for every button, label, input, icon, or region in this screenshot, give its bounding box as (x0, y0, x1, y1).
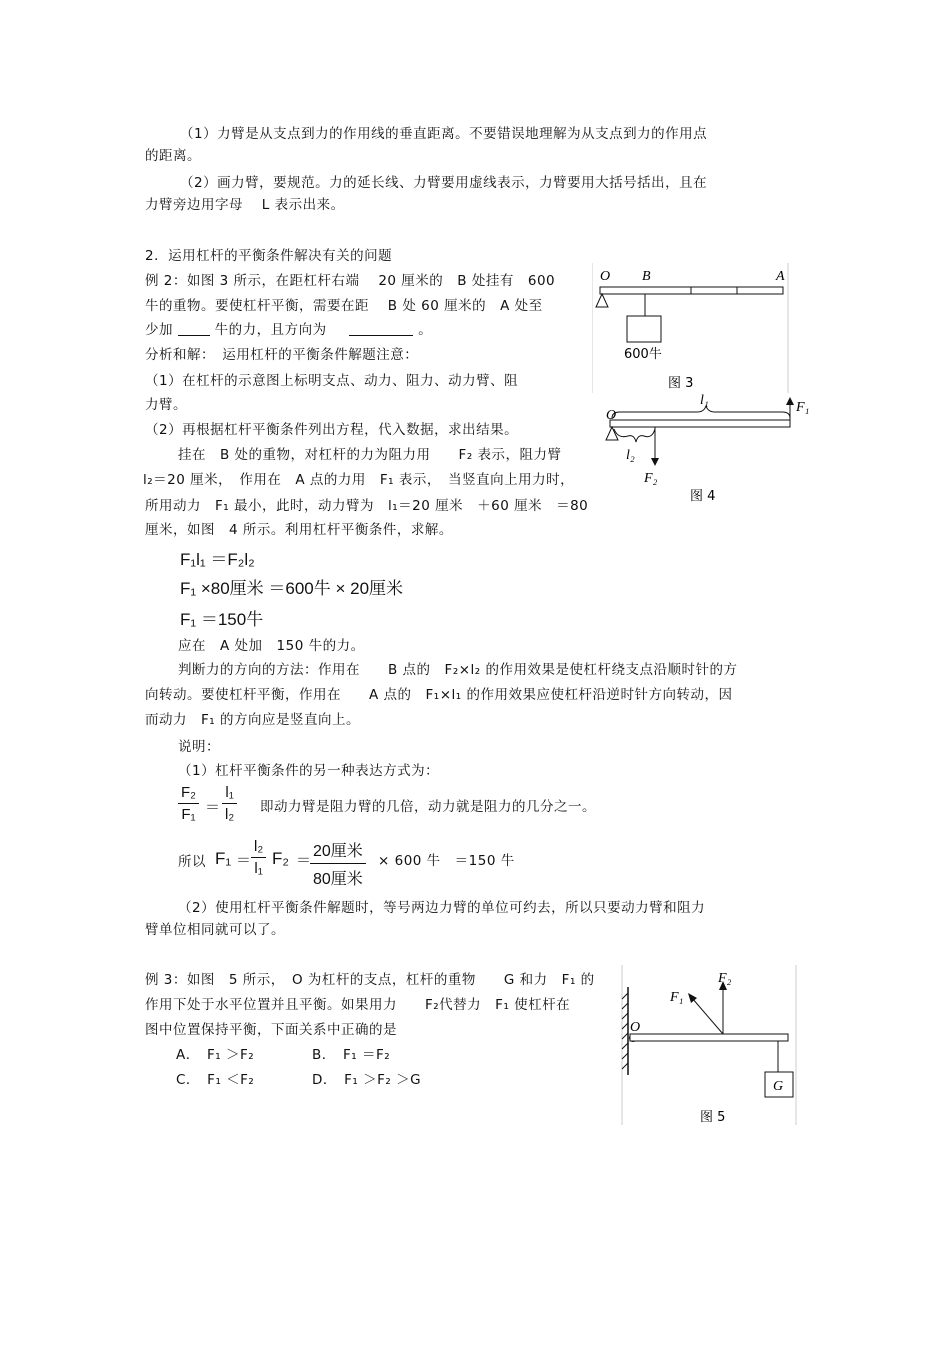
fraction-denominator: l₂ (225, 806, 235, 823)
fraction-denominator: 80厘米 (313, 871, 363, 888)
answer-blank-force[interactable] (178, 321, 210, 336)
analysis-line: 分析和解： 运用杠杆的平衡条件解题注意： (145, 347, 419, 363)
paragraph-line-1: 挂在 B 处的重物，对杠杆的力为阻力用 F₂ 表示，阻力臂 (178, 447, 562, 463)
explain-title: 说明： (178, 739, 220, 755)
note-2-line-2: 力臂旁边用字母 L 表示出来。 (145, 197, 345, 213)
step-2-line: （2）再根据杠杆平衡条件列出方程，代入数据，求出结果。 (145, 422, 519, 438)
fraction-20cm-over-80cm (310, 838, 366, 889)
label-o: O (606, 408, 617, 423)
label-o: O (600, 269, 611, 284)
label-l2: l₂ (626, 448, 635, 463)
fraction-l2-over-l1 (251, 838, 266, 877)
formula-equals-1: ＝ (236, 852, 252, 869)
explain-line-1-text: 即动力臂是阻力臂的几倍，动力就是阻力的几分之一。 (260, 799, 596, 815)
option-c[interactable]: C． F₁ ＜F₂ (176, 1072, 255, 1088)
explain-line-1: （1）杠杆平衡条件的另一种表达方式为： (178, 763, 440, 779)
example-2-text-c: 。 (418, 322, 433, 338)
formula-tail: × 600 牛 ＝150 牛 (378, 853, 515, 869)
conclusion-line-1: 应在 A 处加 150 牛的力。 (178, 638, 365, 654)
label-a: A (776, 269, 785, 284)
fraction-l1-over-l2 (222, 784, 237, 823)
fraction-numerator: 20厘米 (310, 838, 366, 864)
fraction-denominator: F₁ (181, 806, 196, 823)
paragraph-line-2: l₂＝20 厘米， 作用在 A 点的力用 F₁ 表示， 当竖直向上用力时， (143, 472, 575, 488)
label-l1: l₁ (700, 393, 709, 408)
equation-1: F₁l₁ ＝F₂l₂ (180, 550, 255, 569)
paragraph-line-3: 所用动力 F₁ 最小，此时，动力臂为 l₁＝20 厘米 ＋60 厘米 ＝80 (145, 498, 589, 514)
formula-f1: F₁ (215, 849, 232, 868)
example-2-line-2: 牛的重物。要使杠杆平衡，需要在距 B 处 60 厘米的 A 处至 (145, 298, 543, 314)
fraction-numerator: F₂ (178, 784, 199, 804)
figure-5-caption: 图 5 (700, 1110, 726, 1125)
figure-4 (600, 392, 825, 507)
label-b: B (642, 269, 651, 284)
example-2-text-a: 少加 (145, 322, 173, 338)
section-heading: 2．运用杠杆的平衡条件解决有关的问题 (145, 248, 393, 264)
equation-3: F₁ ＝150牛 (180, 610, 264, 629)
fraction-numerator: l₂ (251, 838, 266, 858)
example-3-line-3: 图中位置保持平衡，下面关系中正确的是 (145, 1022, 397, 1038)
fraction-denominator: l₁ (254, 860, 263, 877)
label-o: O (630, 1020, 641, 1035)
figure-3 (592, 263, 797, 398)
explain-line-2a: （2）使用杠杆平衡条件解题时，等号两边力臂的单位可约去，所以只要动力臂和阻力 (178, 900, 706, 916)
option-d[interactable]: D． F₁ ＞F₂ ＞G (312, 1072, 422, 1088)
note-2-line-1: （2）画力臂，要规范。力的延长线、力臂要用虚线表示，力臂要用大括号括出，且在 (180, 175, 708, 191)
paragraph-line-4: 厘米，如图 4 所示。利用杠杆平衡条件，求解。 (145, 522, 453, 538)
explain-line-2b: 臂单位相同就可以了。 (145, 922, 285, 938)
figure-3-caption: 图 3 (668, 376, 694, 391)
note-1-line-1: （1）力臂是从支点到力的作用线的垂直距离。不要错误地理解为从支点到力的作用点 (180, 126, 708, 142)
label-g: G (773, 1079, 784, 1094)
formula-f2: F₂ (272, 849, 289, 868)
formula-equals-2: ＝ (296, 852, 312, 869)
note-1-line-2: 的距离。 (145, 148, 201, 164)
answer-blank-direction[interactable] (349, 321, 413, 336)
figure-5 (618, 965, 803, 1130)
option-a[interactable]: A． F₁ ＞F₂ (176, 1047, 255, 1063)
fraction-numerator: l₁ (222, 784, 236, 804)
so-label: 所以 (178, 854, 206, 870)
weight-label: 600牛 (624, 347, 662, 362)
label-f2: F₂ (644, 471, 658, 486)
step-1-line-2: 力臂。 (145, 397, 187, 413)
example-3-line-1: 例 3：如图 5 所示， O 为杠杆的支点，杠杆的重物 G 和力 F₁ 的 (145, 972, 595, 988)
option-b[interactable]: B． F₁ ＝F₂ (312, 1047, 391, 1063)
step-1-line-1: （1）在杠杆的示意图上标明支点、动力、阻力、动力臂、阻 (145, 373, 519, 389)
label-f2: F₂ (718, 971, 732, 986)
conclusion-line-3: 向转动。要使杠杆平衡，作用在 A 点的 F₁×l₁ 的作用效果应使杠杆沿逆时针方向转动，因 (145, 687, 733, 703)
example-2-text-b: 牛的力，且方向为 (214, 322, 327, 338)
conclusion-line-4: 而动力 F₁ 的方向应是竖直向上。 (145, 712, 360, 728)
example-2-line-3 (145, 320, 432, 340)
conclusion-line-2: 判断力的方向的方法：作用在 B 点的 F₂×l₂ 的作用效果是使杠杆绕支点沿顺时针的方 (178, 662, 738, 678)
example-2-line-1: 例 2：如图 3 所示，在距杠杆右端 20 厘米的 B 处挂有 600 (145, 273, 556, 289)
equals-sign: ＝ (205, 799, 221, 816)
label-f1: F₁ (796, 400, 810, 415)
fraction-f2-over-f1 (178, 784, 199, 823)
example-3-line-2: 作用下处于水平位置并且平衡。如果用力 F₂代替力 F₁ 使杠杆在 (145, 997, 571, 1013)
label-f1: F₁ (670, 990, 684, 1005)
equation-2: F₁ ×80厘米 ＝600牛 × 20厘米 (180, 579, 404, 598)
figure-4-caption: 图 4 (690, 489, 716, 504)
